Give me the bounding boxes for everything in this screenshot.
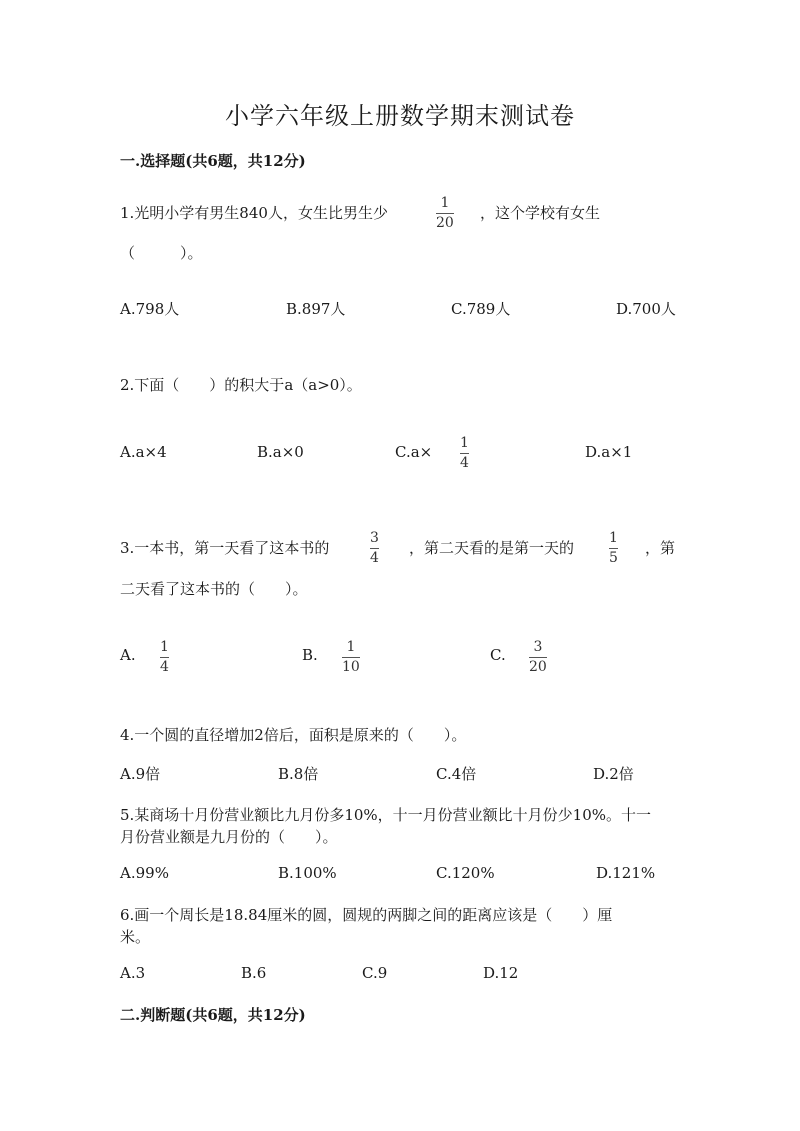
question-3-text-cont: ，第二天看的是第一天的 bbox=[409, 539, 575, 557]
fraction-bar bbox=[529, 657, 547, 658]
section-heading-choice: 一.选择题(共6题，共12分) bbox=[120, 152, 306, 170]
question-2-text: 2.下面（ ）的积大于a（a>0）。 bbox=[120, 376, 362, 394]
fraction-bar bbox=[342, 657, 360, 658]
question-2-option-d[interactable]: D.a×1 bbox=[585, 443, 633, 461]
fraction-denominator: 4 bbox=[460, 455, 469, 471]
question-5-text-line2: 月份营业额是九月份的（ ）。 bbox=[120, 828, 338, 846]
question-3-option-a[interactable]: A. bbox=[120, 646, 136, 664]
question-3-option-a-fraction bbox=[160, 640, 169, 675]
question-5-option-d[interactable]: D.121% bbox=[596, 864, 656, 882]
question-2-option-c-fraction bbox=[460, 436, 469, 471]
fraction-numerator: 3 bbox=[370, 530, 379, 546]
fraction-numerator: 1 bbox=[440, 195, 450, 211]
question-6-option-b[interactable]: B.6 bbox=[241, 964, 267, 982]
question-1-fraction bbox=[436, 196, 454, 231]
question-2-option-a[interactable]: A.a×4 bbox=[120, 443, 167, 461]
question-3-text-line2: 二天看了这本书的（ ）。 bbox=[120, 580, 308, 598]
question-4-option-c[interactable]: C.4倍 bbox=[436, 765, 477, 783]
question-1-text-cont: ，这个学校有女生 bbox=[480, 204, 601, 222]
fraction-numerator: 1 bbox=[460, 435, 469, 451]
question-1-text: 1.光明小学有男生840人，女生比男生少 bbox=[120, 204, 388, 222]
question-5-option-c[interactable]: C.120% bbox=[436, 864, 495, 882]
fraction-denominator: 4 bbox=[370, 550, 379, 566]
fraction-numerator: 3 bbox=[533, 639, 543, 655]
fraction-denominator: 4 bbox=[160, 659, 169, 675]
question-1-option-c[interactable]: C.789人 bbox=[451, 300, 511, 318]
question-4-option-a[interactable]: A.9倍 bbox=[120, 765, 161, 783]
question-3-fraction-1 bbox=[370, 531, 379, 566]
question-1-option-d[interactable]: D.700人 bbox=[616, 300, 676, 318]
fraction-denominator: 20 bbox=[529, 659, 547, 675]
question-2-option-b[interactable]: B.a×0 bbox=[257, 443, 304, 461]
question-6-text-line1: 6.画一个周长是18.84厘米的圆，圆规的两脚之间的距离应该是（ ）厘 bbox=[120, 906, 613, 924]
fraction-denominator: 5 bbox=[609, 550, 618, 566]
question-6-text-line2: 米。 bbox=[120, 928, 151, 946]
fraction-denominator: 10 bbox=[342, 659, 360, 675]
question-1-blank: （ ）。 bbox=[120, 244, 203, 262]
question-3-fraction-2 bbox=[609, 531, 618, 566]
fraction-denominator: 20 bbox=[436, 215, 454, 231]
fraction-numerator: 1 bbox=[609, 530, 618, 546]
section-heading-judgement: 二.判断题(共6题，共12分) bbox=[120, 1006, 306, 1024]
question-5-option-b[interactable]: B.100% bbox=[278, 864, 337, 882]
fraction-bar bbox=[436, 213, 454, 214]
question-6-option-d[interactable]: D.12 bbox=[483, 964, 519, 982]
question-3-option-c[interactable]: C. bbox=[490, 646, 506, 664]
page-title: 小学六年级上册数学期末测试卷 bbox=[225, 102, 575, 130]
question-2-option-c[interactable]: C.a× bbox=[395, 443, 433, 461]
question-3-option-b-fraction bbox=[342, 640, 360, 675]
fraction-numerator: 1 bbox=[160, 639, 169, 655]
question-3-text-end: ，第 bbox=[645, 539, 676, 557]
fraction-bar bbox=[160, 657, 169, 658]
question-6-option-c[interactable]: C.9 bbox=[362, 964, 388, 982]
question-4-option-d[interactable]: D.2倍 bbox=[593, 765, 634, 783]
fraction-bar bbox=[370, 548, 379, 549]
fraction-numerator: 1 bbox=[346, 639, 356, 655]
question-3-option-b[interactable]: B. bbox=[302, 646, 318, 664]
fraction-bar bbox=[609, 548, 618, 549]
question-5-option-a[interactable]: A.99% bbox=[120, 864, 169, 882]
fraction-bar bbox=[460, 453, 469, 454]
question-1-option-b[interactable]: B.897人 bbox=[286, 300, 346, 318]
question-3-text: 3.一本书，第一天看了这本书的 bbox=[120, 539, 330, 557]
question-4-text: 4.一个圆的直径增加2倍后，面积是原来的（ ）。 bbox=[120, 726, 467, 744]
question-4-option-b[interactable]: B.8倍 bbox=[278, 765, 319, 783]
question-6-option-a[interactable]: A.3 bbox=[120, 964, 146, 982]
question-1-option-a[interactable]: A.798人 bbox=[120, 300, 180, 318]
question-5-text-line1: 5.某商场十月份营业额比九月份多10%，十一月份营业额比十月份少10%。十一 bbox=[120, 806, 651, 824]
question-3-option-c-fraction bbox=[529, 640, 547, 675]
